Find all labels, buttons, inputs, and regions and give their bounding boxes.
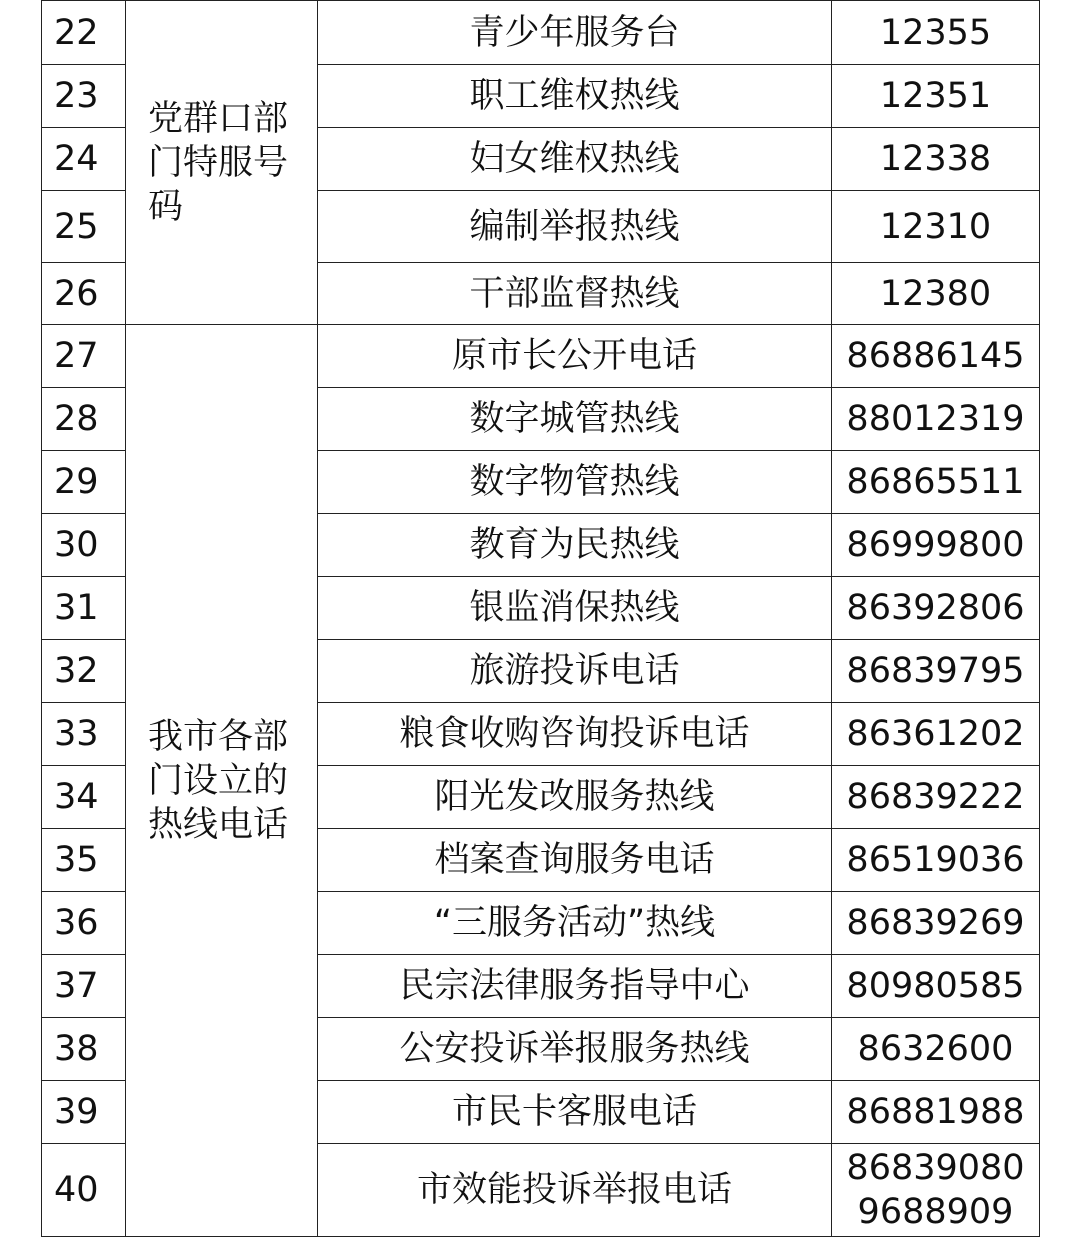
hotline-name: 旅游投诉电话 xyxy=(318,640,832,703)
phone-number: 86361202 xyxy=(832,703,1040,766)
phone-number: 8632600 xyxy=(832,1018,1040,1081)
row-number: 34 xyxy=(42,766,126,829)
phone-number: 86839269 xyxy=(832,892,1040,955)
phone-number: 12355 xyxy=(832,1,1040,65)
hotline-name: 市民卡客服电话 xyxy=(318,1081,832,1144)
row-number: 25 xyxy=(42,191,126,263)
hotline-name: 市效能投诉举报电话 xyxy=(318,1144,832,1237)
hotline-name: 银监消保热线 xyxy=(318,577,832,640)
category-cell: 党群口部门特服号码 xyxy=(126,1,318,325)
hotline-name: 阳光发改服务热线 xyxy=(318,766,832,829)
phone-number: 86881988 xyxy=(832,1081,1040,1144)
hotline-name: 粮食收购咨询投诉电话 xyxy=(318,703,832,766)
phone-number: 12351 xyxy=(832,65,1040,128)
phone-number: 12380 xyxy=(832,263,1040,325)
row-number: 28 xyxy=(42,388,126,451)
hotline-name: 编制举报热线 xyxy=(318,191,832,263)
hotline-name: 民宗法律服务指导中心 xyxy=(318,955,832,1018)
row-number: 35 xyxy=(42,829,126,892)
phone-number: 80980585 xyxy=(832,955,1040,1018)
hotline-name: “三服务活动”热线 xyxy=(318,892,832,955)
phone-number: 86839222 xyxy=(832,766,1040,829)
row-number: 24 xyxy=(42,128,126,191)
hotline-name: 教育为民热线 xyxy=(318,514,832,577)
hotline-name: 妇女维权热线 xyxy=(318,128,832,191)
hotline-name: 原市长公开电话 xyxy=(318,325,832,388)
hotline-name: 干部监督热线 xyxy=(318,263,832,325)
category-cell: 我市各部门设立的热线电话 xyxy=(126,325,318,1237)
row-number: 32 xyxy=(42,640,126,703)
table-row xyxy=(42,1,1040,65)
phone-number: 86392806 xyxy=(832,577,1040,640)
row-number: 22 xyxy=(42,1,126,65)
row-number: 31 xyxy=(42,577,126,640)
row-number: 37 xyxy=(42,955,126,1018)
hotline-table xyxy=(41,0,1040,1237)
phone-number: 12338 xyxy=(832,128,1040,191)
hotline-name: 职工维权热线 xyxy=(318,65,832,128)
row-number: 36 xyxy=(42,892,126,955)
row-number: 40 xyxy=(42,1144,126,1237)
hotline-name: 数字城管热线 xyxy=(318,388,832,451)
phone-number-secondary: 9688909 xyxy=(857,1192,1014,1232)
phone-number: 86999800 xyxy=(832,514,1040,577)
row-number: 39 xyxy=(42,1081,126,1144)
hotline-name: 青少年服务台 xyxy=(318,1,832,65)
phone-number: 86519036 xyxy=(832,829,1040,892)
phone-number: 86839080 xyxy=(846,1148,1025,1188)
phone-number: 86886145 xyxy=(832,325,1040,388)
row-number: 29 xyxy=(42,451,126,514)
row-number: 23 xyxy=(42,65,126,128)
row-number: 33 xyxy=(42,703,126,766)
table-row xyxy=(42,325,1040,388)
row-number: 38 xyxy=(42,1018,126,1081)
row-number: 30 xyxy=(42,514,126,577)
phone-number: 88012319 xyxy=(832,388,1040,451)
hotline-name: 数字物管热线 xyxy=(318,451,832,514)
hotline-name: 档案查询服务电话 xyxy=(318,829,832,892)
phone-number: 86865511 xyxy=(832,451,1040,514)
row-number: 27 xyxy=(42,325,126,388)
hotline-name: 公安投诉举报服务热线 xyxy=(318,1018,832,1081)
phone-number: 12310 xyxy=(832,191,1040,263)
phone-number-cell xyxy=(832,1144,1040,1237)
row-number: 26 xyxy=(42,263,126,325)
phone-number: 86839795 xyxy=(832,640,1040,703)
